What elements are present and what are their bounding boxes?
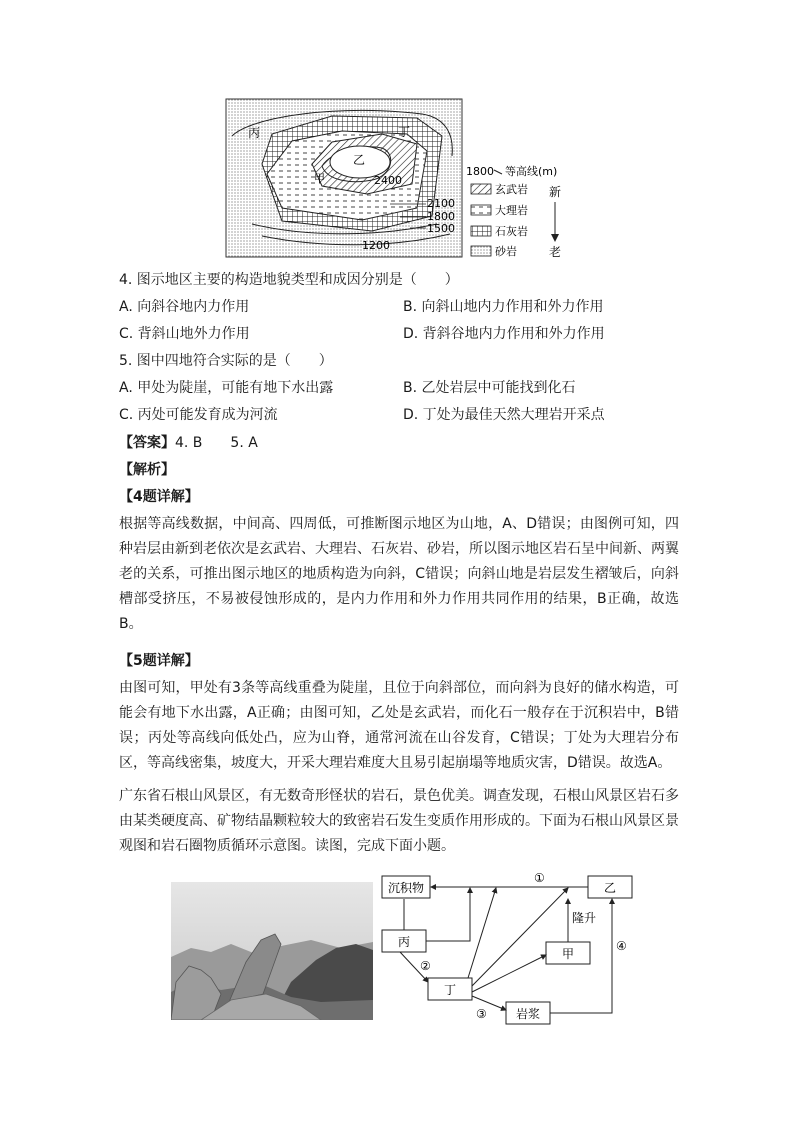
landscape-photo (171, 882, 373, 1020)
detail4-text: 根据等高线数据，中间高、四周低，可推断图示地区为山地，A、D错误；由图例可知，四种岩层由新到老依次是玄武岩、大理岩、石灰岩、砂岩，所以图示地区岩石呈中间新、两翼老的关系，可推出图示地区的地质构造为向斜，C错误；向斜山地是岩层发生褶皱后，向斜槽部受挤压，不易被侵蚀形成的，是内力作用和外力作用共同作用的结果，B正确，故选B。 (119, 516, 679, 632)
legend-basalt-swatch (471, 184, 491, 194)
intro-text: 广东省石根山风景区，有无数奇形怪状的岩石，景色优美。调查发现，石根山风景区岩石多由某类硬度高、矿物结晶颗粒较大的致密岩石发生变质作用形成的。下面为石根山风景区景观图和岩石圈物质循环示意图。读图，完成下面小题。 (119, 788, 679, 854)
legend-marble-swatch (471, 205, 491, 215)
q5-option-c: C. 丙处可能发育成为河流 (119, 407, 278, 423)
q5-option-a: A. 甲处为陡崖，可能有地下水出露 (119, 380, 334, 396)
q4-stem: 4. 图示地区主要的构造地貌类型和成因分别是（ ） (119, 272, 459, 288)
q5-option-d: D. 丁处为最佳天然大理岩开采点 (403, 407, 605, 423)
cycle-uplift-label: 隆升 (572, 911, 597, 925)
legend-contour-label: 等高线(m) (505, 165, 558, 178)
place-ding-label: 丁 (398, 125, 411, 139)
place-yi-label: 乙 (353, 153, 366, 167)
legend-sandstone-swatch (471, 246, 491, 256)
place-jia-label: 甲 (314, 172, 325, 185)
q5-option-b: B. 乙处岩层中可能找到化石 (403, 380, 576, 396)
cycle-ding-label: 丁 (443, 983, 457, 997)
legend-new-label: 新 (549, 185, 562, 199)
elev-1800-label: 1800 (427, 210, 455, 223)
rock-cycle-diagram (378, 870, 638, 1030)
legend-limestone-swatch (471, 226, 491, 236)
q4-option-a: A. 向斜谷地内力作用 (119, 299, 250, 315)
q4-option-b: B. 向斜山地内力作用和外力作用 (403, 299, 604, 315)
answer-line (119, 433, 258, 453)
legend-marble-label: 大理岩 (495, 204, 528, 217)
elev-2100-label: 2100 (427, 197, 455, 210)
detail5-text: 由图可知，甲处有3条等高线重叠为陡崖，且位于向斜部位，而向斜为良好的储水构造，可能会有地下水出露，A正确；由图可知，乙处是玄武岩，而化石一般存在于沉积岩中，B错误；丙处等高线向低处凸，应为山脊，通常河流在山谷发育，C错误；丁处为大理岩分布区，等高线密集，坡度大，开采大理岩难度大且易引起崩塌等地质灾害，D错误。故选A。 (119, 680, 679, 771)
q4-option-c: C. 背斜山地外力作用 (119, 326, 250, 342)
cycle-yi-label: 乙 (603, 881, 617, 895)
cycle-num-3: ③ (476, 1007, 487, 1021)
elev-1200-label: 1200 (362, 239, 390, 252)
cycle-bing-label: 丙 (397, 935, 411, 949)
cycle-magma-label: 岩浆 (515, 1007, 541, 1021)
cycle-sediment-label: 沉积物 (387, 881, 425, 895)
cycle-jia-label: 甲 (561, 947, 575, 961)
legend-limestone-label: 石灰岩 (495, 225, 528, 238)
legend-contour-value: 1800 (466, 165, 494, 178)
elev-2400-label: 2400 (374, 174, 402, 187)
detail4-label: 【4题详解】 (119, 489, 199, 505)
analysis-label: 【解析】 (119, 462, 175, 478)
elev-1500-label: 1500 (427, 222, 455, 235)
legend-sandstone-label: 砂岩 (495, 245, 517, 258)
q4-option-d: D. 背斜谷地内力作用和外力作用 (403, 326, 605, 342)
answer-label: 【答案】 (119, 435, 175, 451)
cycle-num-4: ④ (616, 939, 627, 953)
cycle-num-1: ① (534, 871, 545, 885)
cycle-num-2: ② (420, 959, 431, 973)
legend-old-label: 老 (549, 245, 562, 259)
detail5-label: 【5题详解】 (119, 653, 199, 669)
geology-map-figure (222, 96, 580, 262)
answer-text: 4. B 5. A (175, 435, 258, 451)
place-bing-label: 丙 (248, 126, 261, 140)
legend-basalt-label: 玄武岩 (495, 183, 528, 196)
q5-stem: 5. 图中四地符合实际的是（ ） (119, 353, 333, 369)
